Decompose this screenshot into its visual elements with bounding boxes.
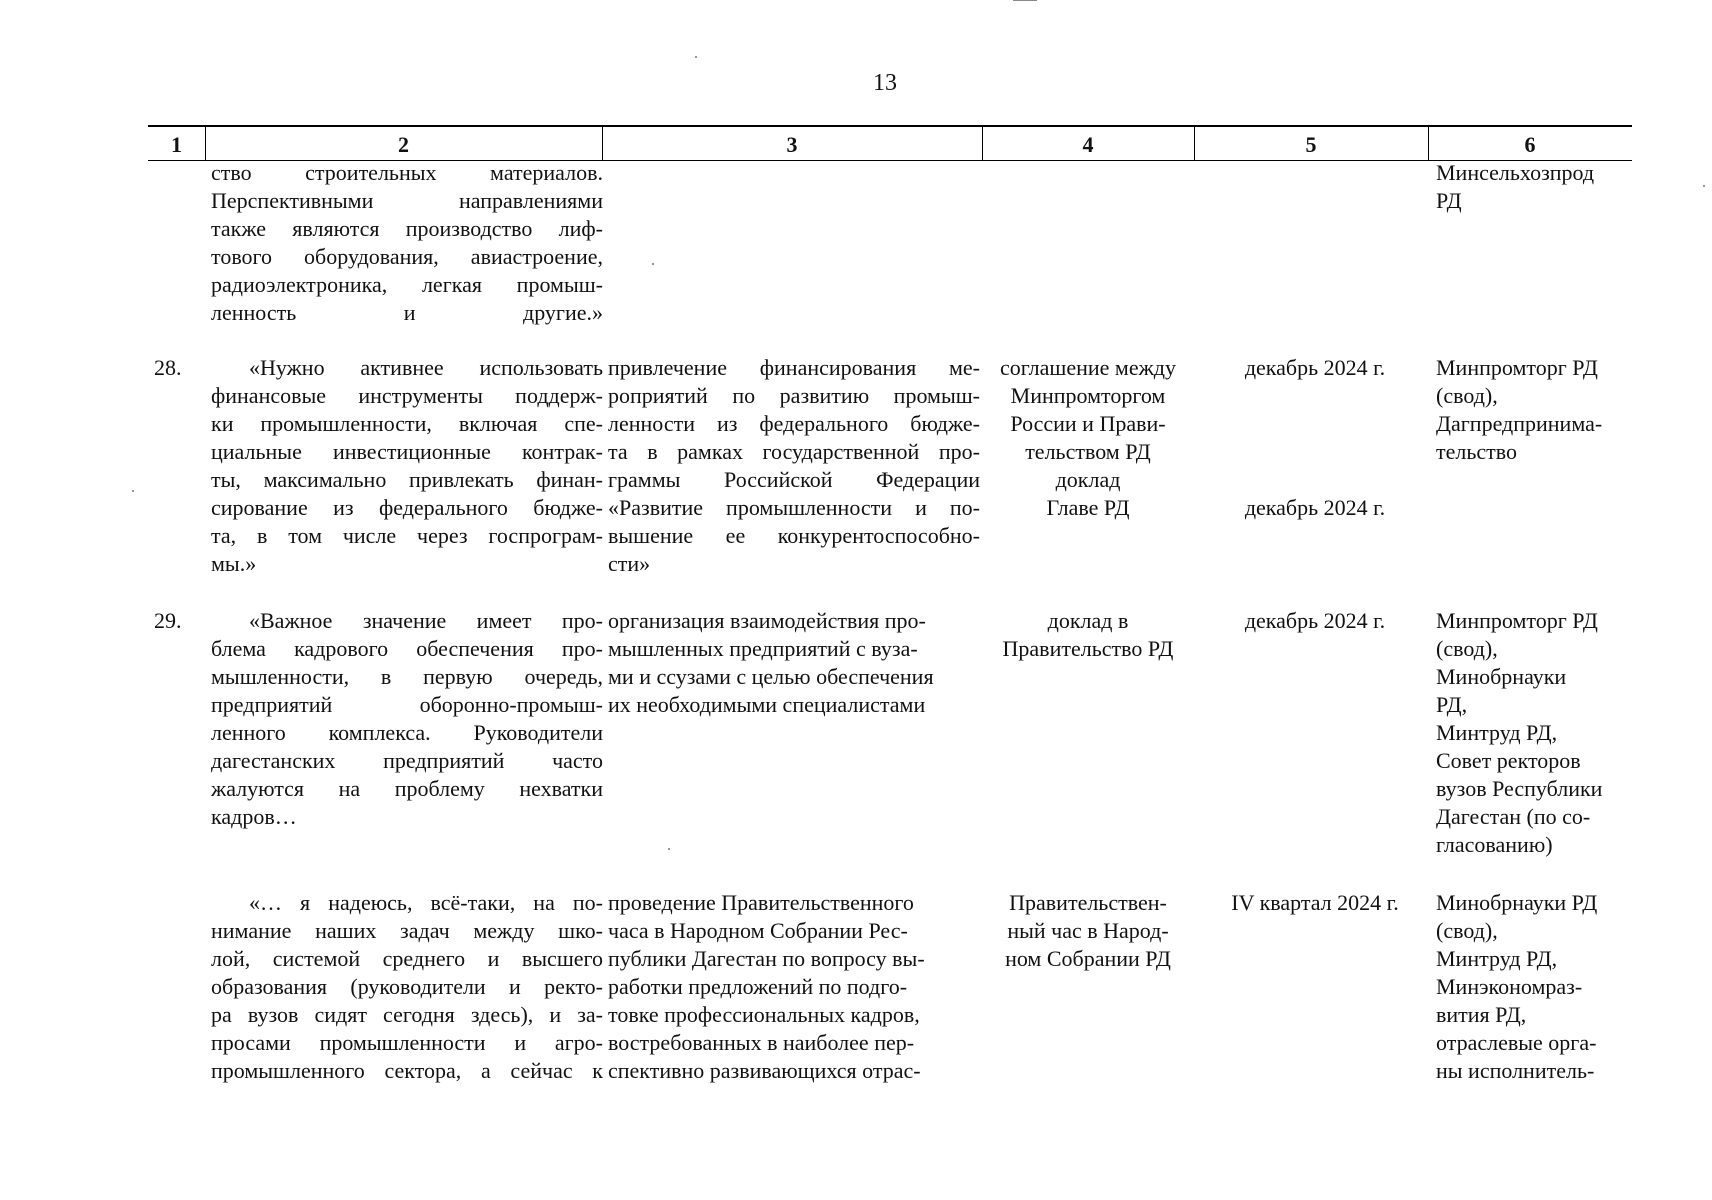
row-28-measure: привлечение финансирования ме- роприятий по развитию промыш- ленности из федерального бюдже- та в рамках государственной про- граммы Российской Федерации «Развитие промышленности и по- вышение ее конкурентоспособно- сти» [608, 355, 980, 576]
row-28-outcome: соглашение между Минпромторгом России и Прави- тельством РД доклад Главе РД [999, 355, 1176, 520]
row-number-28: 28. [154, 355, 182, 380]
page-number: 13 [873, 70, 897, 96]
scan-speck [652, 263, 654, 265]
column-header-6: 6 [1524, 132, 1536, 157]
scan-speck [668, 848, 670, 850]
row-28-quote: «Нужно активнее использовать финансовые инструменты поддерж- ки промышленности, включая спе- циальные инвестиционные контрак- ты, максимально привлекать финан- сирование из федерального бюдже- та, в том числе через госпрограм- мы.» [211, 355, 603, 576]
scan-speck [695, 56, 697, 58]
column-header-5: 5 [1305, 132, 1317, 157]
row-29-second-measure: проведение Правительственного часа в Народном Собрании Рес- публики Дагестан по вопросу вы- работки предложений по подго- товке профессиональных кадров, востребованных в наиболее пер- спективно развивающихся отрас- [608, 890, 925, 1083]
row-29-second-deadline: IV квартал 2024 г. [1231, 890, 1399, 915]
row-29-second-quote: «… я надеюсь, всё-таки, на по- нимание наших задач между шко- лой, системой среднего и высшего образования (руководители и ректо- ра вузов сидят сегодня здесь), и за- просами промышленности и агро- промышленного сектора, а сейчас к [211, 890, 603, 1083]
table-header-row [148, 125, 1632, 161]
scan-artifact [1013, 0, 1037, 1]
row-28-responsible: Минпромторг РД (свод), Дагпредпринима- тельство [1436, 355, 1603, 464]
document-table [148, 125, 1632, 161]
row-29-deadline: декабрь 2024 г. [1244, 608, 1386, 633]
column-header-4: 4 [1082, 132, 1094, 157]
row-29-quote: «Важное значение имеет про- блема кадрового обеспечения про- мышленности, в первую очередь, предприятий оборонно-промыш- ленного комплекса. Руководители дагестанских предприятий часто жалуются на проблему нехватки кадров… [211, 608, 603, 829]
continuation-text: ство строительных материалов. Перспективными направлениями также являются производство лиф- тового оборудования, авиастроение, радиоэлектроника, легкая промыш- ленность и другие.» [211, 160, 603, 325]
column-header-1: 1 [171, 132, 182, 157]
column-header-2: 2 [398, 132, 409, 157]
row-29-responsible: Минпромторг РД (свод), Минобрнауки РД, Минтруд РД, Совет ректоров вузов Республики Дагестан (по со- гласованию) [1436, 608, 1603, 857]
row-number-29: 29. [154, 608, 182, 633]
row-28-deadline: декабрь 2024 г. декабрь 2024 г. [1244, 355, 1386, 520]
continuation-responsible: Минсельхозпрод РД [1436, 160, 1595, 213]
column-header-3: 3 [786, 132, 798, 157]
scan-speck [132, 490, 134, 492]
row-29-second-outcome: Правительствен- ный час в Народ- ном Собрании РД [1005, 890, 1171, 971]
row-29-measure: организация взаимодействия про- мышленных предприятий с вуза- ми и ссузами с целью обеспечения их необходимыми специалистами [608, 608, 934, 717]
row-29-second-responsible: Минобрнауки РД (свод), Минтруд РД, Минэкономраз- вития РД, отраслевые орга- ны исполнитель- [1436, 890, 1598, 1083]
scan-speck [1703, 185, 1705, 187]
row-29-outcome: доклад в Правительство РД [1002, 608, 1174, 661]
